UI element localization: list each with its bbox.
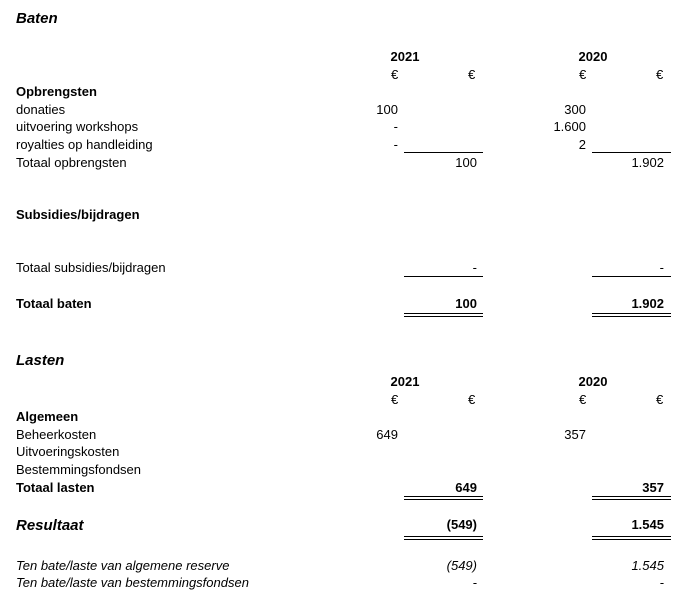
row-label: Bestemmingsfondsen [16, 462, 142, 477]
value-2021: 649 [376, 427, 398, 442]
row-label: donaties [16, 102, 66, 117]
euro-symbol: € [468, 67, 476, 82]
bestemming-row-label: Ten bate/laste van algemene reserve [16, 558, 230, 573]
totaal-lasten-2020: 357 [642, 480, 664, 495]
year-2021-header: 2021 [390, 49, 420, 64]
bestemming-2021: - [472, 575, 477, 590]
totaal-baten-2021: 100 [455, 296, 477, 311]
year-2020-header: 2020 [578, 49, 608, 64]
total-double-line [592, 313, 671, 317]
total-opbrengsten-2021: 100 [455, 155, 477, 170]
euro-symbol: € [391, 392, 399, 407]
totaal-baten-2020: 1.902 [631, 296, 664, 311]
row-label: Uitvoeringskosten [16, 444, 120, 459]
opbrengsten-label: Opbrengsten [16, 84, 97, 99]
row-label: Beheerkosten [16, 427, 97, 442]
value-2021: - [393, 137, 398, 152]
euro-symbol: € [656, 392, 664, 407]
total-opbrengsten-label: Totaal opbrengsten [16, 155, 127, 170]
total-double-line [404, 313, 483, 317]
value-2020: 300 [564, 102, 586, 117]
year-2021-header: 2021 [390, 374, 420, 389]
total-double-line [592, 496, 671, 500]
totaal-lasten-2021: 649 [455, 480, 477, 495]
total-double-line [404, 536, 483, 540]
row-label: uitvoering workshops [16, 119, 139, 134]
euro-symbol: € [391, 67, 399, 82]
total-subsidies-label: Totaal subsidies/bijdragen [16, 260, 166, 275]
subtotal-line [404, 152, 483, 153]
totaal-baten-label: Totaal baten [16, 296, 92, 311]
total-double-line [592, 536, 671, 540]
euro-symbol: € [656, 67, 664, 82]
bestemming-2020: - [659, 575, 664, 590]
subsidies-label: Subsidies/bijdragen [16, 207, 140, 222]
euro-symbol: € [579, 67, 587, 82]
total-double-line [404, 496, 483, 500]
euro-symbol: € [579, 392, 587, 407]
bestemming-row-label: Ten bate/laste van bestemmingsfondsen [16, 575, 249, 590]
lasten-heading: Lasten [16, 352, 65, 369]
value-2020: 357 [564, 427, 586, 442]
value-2020: 2 [578, 137, 586, 152]
value-2021: - [393, 119, 398, 134]
resultaat-label: Resultaat [16, 517, 84, 534]
bestemming-2021: (549) [446, 558, 477, 573]
total-subsidies-2020: - [659, 260, 664, 275]
row-label: royalties op handleiding [16, 137, 153, 152]
baten-heading: Baten [16, 10, 58, 27]
subtotal-line [592, 152, 671, 153]
totaal-lasten-label: Totaal lasten [16, 480, 95, 495]
bestemming-2020: 1.545 [631, 558, 664, 573]
value-2021: 100 [376, 102, 398, 117]
subtotal-line [404, 276, 483, 277]
algemeen-label: Algemeen [16, 409, 79, 424]
total-opbrengsten-2020: 1.902 [631, 155, 664, 170]
resultaat-2021: (549) [446, 517, 477, 532]
year-2020-header: 2020 [578, 374, 608, 389]
value-2020: 1.600 [553, 119, 586, 134]
resultaat-2020: 1.545 [631, 517, 664, 532]
subtotal-line [592, 276, 671, 277]
euro-symbol: € [468, 392, 476, 407]
total-subsidies-2021: - [472, 260, 477, 275]
